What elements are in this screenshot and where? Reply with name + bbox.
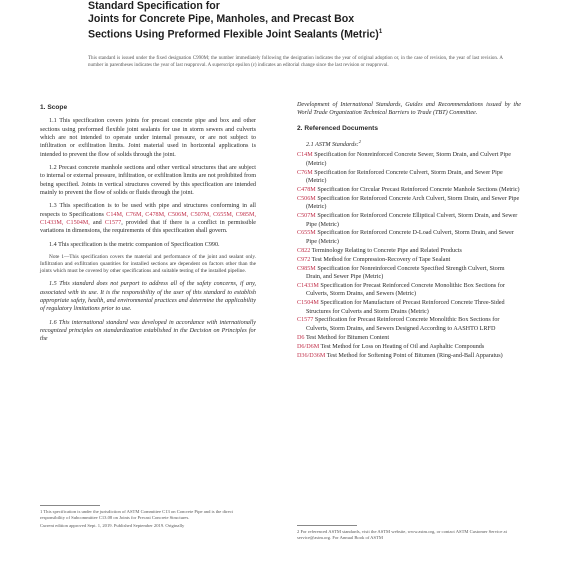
scope-para-1-6: 1.6 This international standard was developed in accordance with internationally recognized principles on standardization established in the Decision on Principles for the [40, 319, 256, 343]
scope-para-1-3-start: 1.3 This specification is to be used with pipe and structures conforming in all respects to Specifications [40, 203, 256, 218]
reference-title: Specification for Reinforced Concrete D-Load Culvert, Storm Drain, and Sewer Pipe (Metric) [306, 230, 514, 245]
footnote-1 [40, 509, 256, 529]
wto-continuation: Development of International Standards, Guides and Recommendations issued by the World Trade Organization Technical Barriers to Trade (TBT) Committee. [297, 102, 521, 117]
reference-title: Specification for Nonreinforced Concrete Specified Strength Culvert, Storm Drain, and Sewer Pipe (Metric) [306, 265, 505, 280]
scope-para-1-2: 1.2 Precast concrete manhole sections and other vertical structures that are subject to internal or external pressure, infiltration, or exfiltration limits are not prohibited from being specified. Joints in vertical structures covered by this specification are intended mainly to prevent the flow of solids or fluids through the joint. [40, 165, 256, 197]
scope-para-1-3-and: and [89, 220, 105, 227]
reference-item [297, 195, 521, 212]
reference-code-link[interactable]: C76M [297, 169, 313, 176]
title-line-2: Joints for Concrete Pipe, Manholes, and Precast Box [88, 13, 355, 25]
reference-code-link[interactable]: C14M [297, 152, 313, 159]
reference-code-link[interactable]: D36/D36M [297, 352, 326, 359]
title-footnote-mark: 1 [378, 29, 383, 35]
reference-title: Specification for Nonreinforced Concrete Sewer, Storm Drain, and Culvert Pipe (Metric) [306, 152, 511, 167]
scope-para-1-3-end: , provided that if there is a conflict in permissible variations in dimensions, the requirements of this specification shall govern. [40, 220, 257, 235]
reference-title: Specification for Circular Precast Reinforced Concrete Manhole Sections (Metric) [315, 186, 520, 193]
reference-code-link[interactable]: C822 [297, 247, 311, 254]
reference-item [297, 265, 521, 282]
reference-title: Terminology Relating to Concrete Pipe and Related Products [310, 247, 462, 254]
reference-code-link[interactable]: D6/D6M [297, 343, 320, 350]
reference-item [297, 282, 521, 299]
scope-para-1-1: 1.1 This specification covers joints for precast concrete pipe and box and other sections using preformed flexible joint sealants for use in storm sewers and culverts which are not intended to operate under internal pressure, or are not subject to infiltration or exfiltration limits. Joint material used in horizontal applications is intended to prevent the flow of solids through the joint. [40, 118, 256, 158]
spec-links[interactable]: C14M, C76M, C478M, C506M, C507M, C655M, C985M, C1433M, C1504M, [40, 211, 256, 227]
title-line-3-text: Sections Using Preformed Flexible Joint Sealants (Metric) [88, 28, 379, 41]
reference-code-link[interactable]: C972 [297, 256, 311, 263]
reference-item [297, 212, 521, 229]
designation-notice: This standard is issued under the fixed designation C990M; the number immediately following the designation indicates the year of original adoption or, in the case of revision, the year of last revision. A number in parentheses indicates the year of last reapproval. A superscript epsilon (ε) indicates an editorial change since the last revision or reapproval. [88, 56, 503, 68]
reference-title: Test Method for Compression-Recovery of Tape Sealant [310, 256, 451, 263]
reference-item [297, 299, 521, 316]
scope-heading: 1. Scope [40, 104, 68, 111]
reference-item [297, 247, 521, 255]
reference-list [297, 151, 521, 360]
reference-title: Specification for Precast Reinforced Concrete Monolithic Box Sections for Culverts, Storm Drains, and Sewers (Metric) [306, 282, 505, 298]
note-1: Note 1—This specification covers the material and performance of the joint and sealant only. Infiltration and exfiltration quantities for installed sections are dependent on factors other than the joints which must be covered by other specifications and suitable testing of the installed pipeline. [40, 254, 256, 275]
referenced-documents-heading: 2. Referenced Documents [297, 124, 378, 132]
reference-code-link[interactable]: D6 [297, 334, 305, 341]
title-line-3 [88, 26, 488, 42]
reference-title: Specification for Reinforced Concrete Arch Culvert, Storm Drain, and Sewer Pipe (Metric) [306, 195, 520, 211]
spec-link-c1577[interactable]: C1577 [104, 220, 122, 227]
reference-code-link[interactable]: C506M [297, 195, 316, 202]
footnote-rule-left [40, 505, 100, 506]
reference-item [297, 186, 521, 194]
reference-title: Specification for Manufacture of Precast Reinforced Concrete Three-Sided Structures for Culverts and Storm Drains (Metric) [306, 300, 505, 315]
footnote-1-edition: Current edition approved Sept. 1, 2019. Published September 2019. Originally [40, 523, 185, 528]
title-line-1: Standard Specification for [88, 0, 220, 12]
scope-para-1-5: 1.5 This standard does not purport to address all of the safety concerns, if any, associated with its use. It is the responsibility of the user of this standard to establish appropriate safety, health, and environmental practices and determine the applicability of regulatory limitations prior to use. [40, 281, 256, 313]
reference-title: Specification for Reinforced Concrete Culvert, Storm Drain, and Sewer Pipe (Metric) [306, 169, 503, 185]
reference-title: Specification for Precast Reinforced Concrete Monolithic Box Sections for Culverts, Storm Drains, and Sewers Designed According to AASHTO LRFD [306, 317, 500, 332]
reference-item [297, 169, 521, 186]
reference-title: Test Method for Softening Point of Bitumen (Ring-and-Ball Apparatus) [325, 352, 503, 359]
reference-item [297, 343, 521, 351]
reference-title: Test Method for Bitumen Content [304, 334, 390, 341]
footnote-1-text: 1 This specification is under the jurisdiction of ASTM Committee C13 on Concrete Pipe and is the direct responsibility of Subcommittee C13.08 on Joints for Precast Concrete Structures. [40, 509, 233, 520]
reference-title: Test Method for Loss on Heating of Oil and Asphaltic Compounds [319, 343, 485, 350]
reference-code-link[interactable]: C655M [297, 230, 316, 237]
reference-item [297, 229, 521, 246]
right-column [297, 101, 521, 361]
reference-code-link[interactable]: C1504M [297, 300, 319, 307]
reference-item [297, 151, 521, 168]
reference-code-link[interactable]: C985M [297, 265, 316, 272]
astm-standards-lead-text: 2.1 ASTM Standards: [306, 142, 359, 149]
footnote-2: 2 For referenced ASTM standards, visit the ASTM website, www.astm.org, or contact ASTM Customer Service at service@astm.org. For Annual Book of ASTM [297, 529, 507, 540]
document-title [88, 0, 488, 42]
reference-item [297, 256, 521, 264]
left-column [40, 104, 256, 349]
reference-title: Specification for Reinforced Concrete Elliptical Culvert, Storm Drain, and Sewer Pipe (Metric) [306, 213, 518, 228]
reference-code-link[interactable]: C478M [297, 186, 316, 193]
reference-item [297, 316, 521, 333]
scope-para-1-4: 1.4 This specification is the metric companion of Specification C990. [49, 241, 220, 248]
reference-item [297, 334, 521, 342]
scope-para-1-3 [40, 202, 256, 235]
astm-standards-mark: 2 [358, 139, 361, 145]
astm-standards-lead [306, 138, 521, 149]
reference-code-link[interactable]: C1577 [297, 317, 314, 324]
reference-item [297, 352, 521, 360]
reference-code-link[interactable]: C1433M [297, 282, 319, 289]
footnote-rule-right [297, 525, 357, 526]
reference-code-link[interactable]: C507M [297, 213, 316, 220]
